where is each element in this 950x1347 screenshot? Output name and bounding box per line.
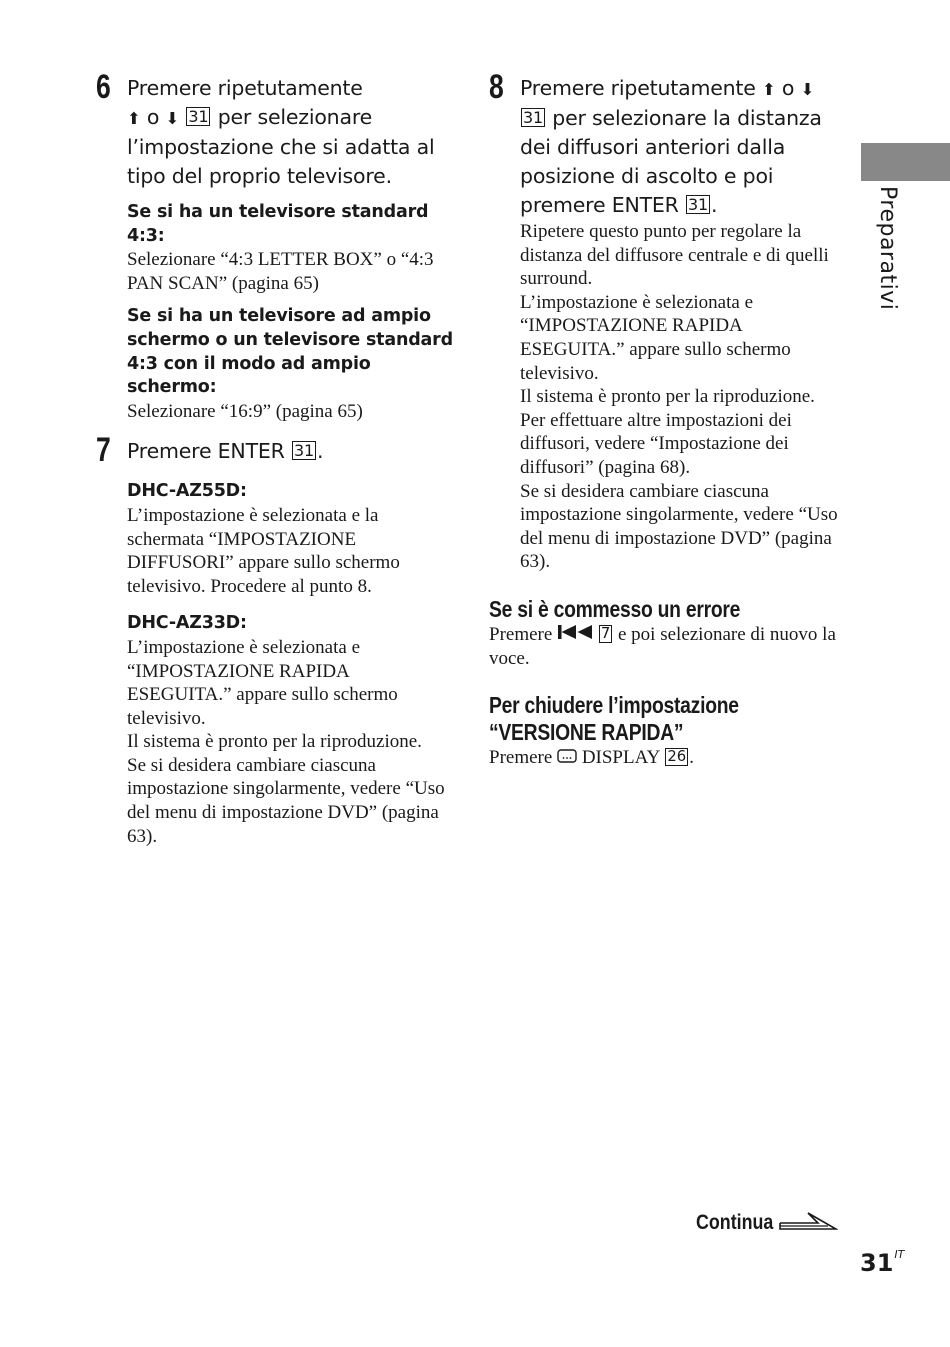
section-tab-label [861, 186, 907, 316]
down-arrow-icon: ⬇ [800, 80, 815, 99]
key-reference-badge: 26 [667, 748, 687, 766]
key-reference-badge: 31 [294, 441, 314, 461]
text-end: . [689, 747, 694, 769]
body-text [489, 623, 839, 670]
step-text-end: . [316, 439, 324, 464]
continue-arrow-icon [778, 1209, 838, 1237]
down-arrow-icon: ⬇ [165, 109, 180, 128]
standard-tv-block [127, 201, 456, 295]
text-part: DISPLAY [581, 747, 660, 769]
text-part: Premere [489, 623, 553, 645]
body-text: Il sistema è pronto per la riproduzione. [127, 731, 422, 753]
sub-heading: Se si ha un televisore standard 4:3: [127, 202, 429, 246]
display-icon [557, 747, 577, 771]
step-text-part: Premere ripetutamente [127, 76, 363, 100]
wide-tv-block [127, 305, 456, 423]
key-reference-badge: 7 [600, 624, 611, 642]
body-text: Se si desidera cambiare ciascuna impostazione singolarmente, vedere “Uso del menu di impostazione DVD” (pagina 63). [520, 480, 838, 573]
up-arrow-icon: ⬆ [127, 109, 141, 128]
step-7 [96, 431, 456, 848]
body-text: L’impostazione è selezionata e “IMPOSTAZIONE RAPIDA ESEGUITA.” appare sullo schermo televisivo. [520, 291, 791, 384]
step-instruction [127, 74, 456, 191]
step-text-part: Premere ENTER [127, 439, 285, 464]
section-tab-marker [861, 143, 950, 181]
close-section [489, 692, 839, 771]
left-column [96, 68, 456, 848]
body-text: Il sistema è pronto per la riproduzione. Per effettuare altre impostazioni dei diffusori, vedere “Impostazione dei diffusori” (pagina 68). [520, 386, 815, 478]
key-reference-badge: 31 [523, 108, 543, 127]
up-arrow-icon: ⬆ [762, 80, 776, 99]
section-heading: Se si è commesso un errore [489, 595, 741, 622]
body-text: Selezionare “4:3 LETTER BOX” o “4:3 PAN SCAN” (pagina 65) [127, 249, 434, 294]
key-reference-badge: 31 [188, 107, 209, 126]
continua-label: Continua [696, 1211, 774, 1234]
az33-block [127, 612, 456, 848]
or-word: o [146, 105, 160, 129]
step-6 [96, 68, 456, 423]
right-column [489, 68, 839, 771]
step-text-part: per selezionare la distanza dei diffusori anteriori dalla posizione di ascolto e poi premere ENTER [520, 106, 822, 217]
step-text-part: Premere ripetutamente [520, 76, 756, 100]
body-text: L’impostazione è selezionata e la schermata “IMPOSTAZIONE DIFFUSORI” appare sullo schermo televisivo. Procedere al punto 8. [127, 504, 400, 597]
step-text-part: per selezionare l’impostazione che si adatta al tipo del proprio televisore. [127, 105, 435, 188]
section-tab-text: Preparativi [875, 186, 900, 311]
az55-block [127, 480, 456, 598]
sub-heading: Se si ha un televisore ad ampio schermo o un televisore standard 4:3 con il modo ad ampio schermo: [127, 306, 453, 398]
body-text [489, 746, 839, 771]
body-text: Se si desidera cambiare ciascuna impostazione singolarmente, vedere “Uso del menu di impostazione DVD” (pagina 63). [127, 754, 445, 847]
step-text-end: . [710, 193, 718, 217]
continua-indicator [696, 1208, 838, 1238]
text-part: Premere [489, 747, 553, 769]
body-text: Ripetere questo punto per regolare la distanza del diffusore centrale e di quelli surround. [520, 221, 829, 290]
or-word: o [781, 76, 795, 100]
step-instruction [127, 437, 456, 466]
step-8 [489, 68, 839, 574]
step-number: 6 [96, 68, 111, 106]
body-text: Selezionare “16:9” (pagina 65) [127, 400, 363, 422]
step-number: 7 [96, 431, 111, 470]
page-number-value: 31 [860, 1249, 894, 1277]
key-reference-badge: 31 [688, 195, 708, 214]
section-heading: Per chiudere l’impostazione “VERSIONE RAPIDA” [489, 692, 739, 746]
text-part: e poi selezionare di nuovo la voce. [489, 623, 836, 669]
step-number: 8 [489, 68, 504, 106]
page-number [860, 1240, 904, 1278]
model-heading: DHC-AZ55D: [127, 481, 247, 502]
body-text: L’impostazione è selezionata e “IMPOSTAZIONE RAPIDA ESEGUITA.” appare sullo schermo televisivo. [127, 636, 398, 729]
previous-track-icon [557, 623, 593, 647]
error-section [489, 596, 839, 670]
page-language-suffix: IT [894, 1248, 905, 1261]
model-heading: DHC-AZ33D: [127, 613, 247, 634]
step-instruction [520, 74, 839, 220]
